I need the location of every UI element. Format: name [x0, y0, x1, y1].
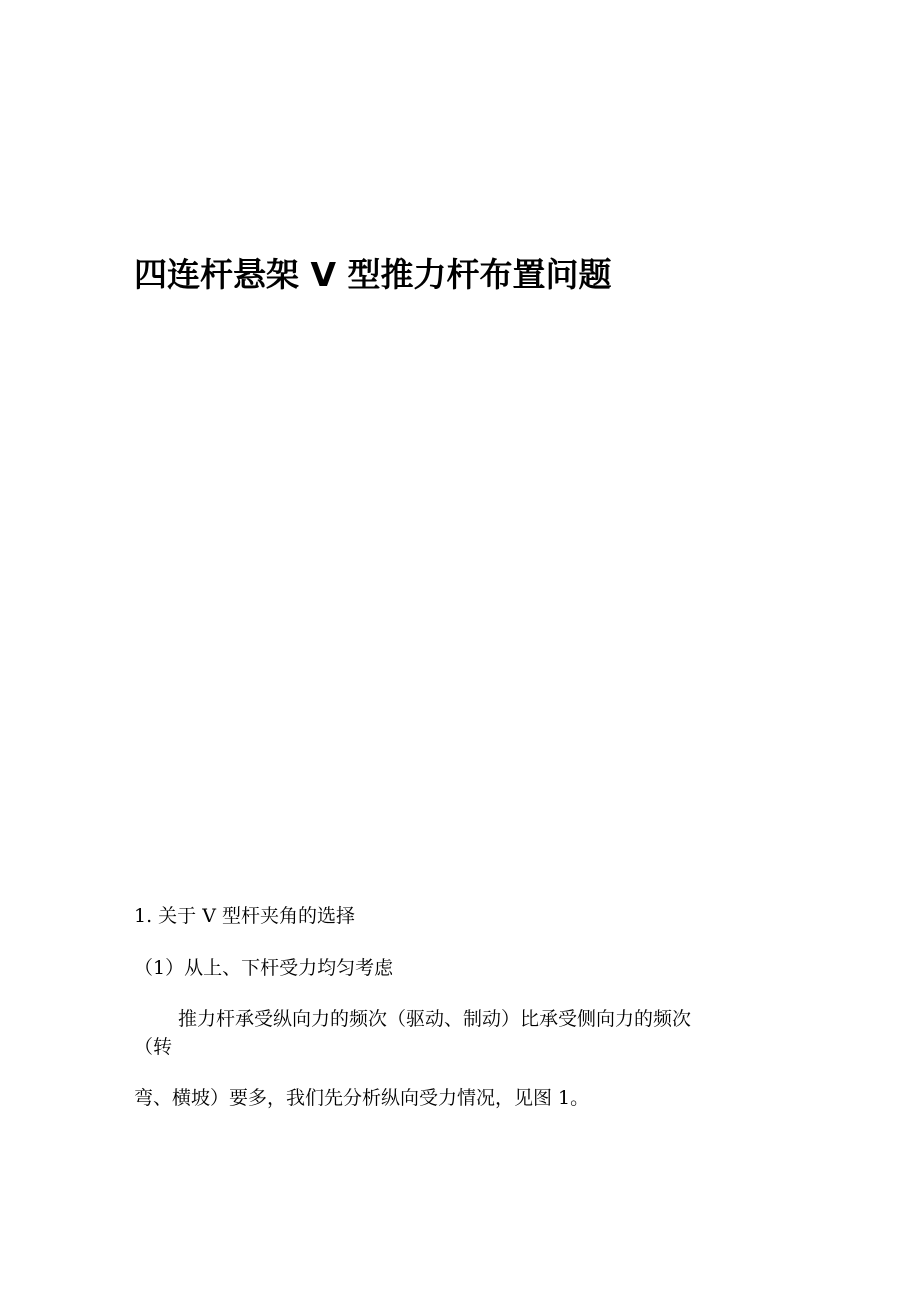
subsection-heading: （1）从上、下杆受力均匀考虑 — [134, 957, 394, 979]
paragraph-line-1: 推力杆承受纵向力的频次（驱动、制动）比承受侧向力的频次 — [178, 1008, 692, 1030]
document-title: 四连杆悬架 V 型推力杆布置问题 — [134, 255, 612, 294]
paragraph-line-3: 弯、横坡）要多，我们先分析纵向受力情况，见图 1。 — [134, 1087, 590, 1109]
paragraph-line-2: （转 — [134, 1036, 173, 1058]
section-heading: 1. 关于 V 型杆夹角的选择 — [134, 905, 355, 927]
